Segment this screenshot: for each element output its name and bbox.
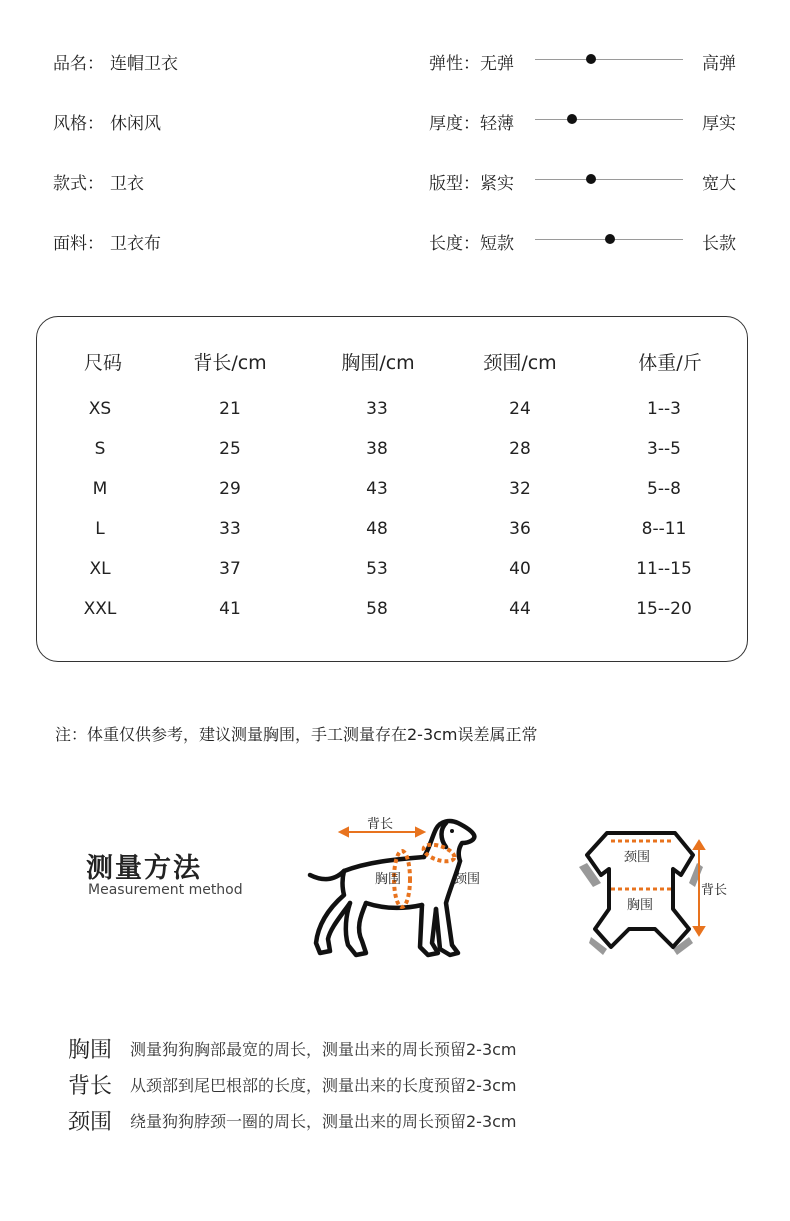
- garment-label-chest: 胸围: [627, 898, 654, 913]
- table-cell: 41: [219, 599, 241, 619]
- desc-text-chest: 测量狗狗胸部最宽的周长，测量出来的周长预留2-3cm: [130, 1040, 517, 1059]
- scale-knob: [586, 54, 596, 64]
- scale-label: 弹性：无弹: [429, 54, 514, 74]
- table-cell: 29: [219, 479, 241, 499]
- table-cell: XS: [88, 399, 112, 419]
- attr-name: 品名： 连帽卫衣: [53, 54, 178, 74]
- attr-style: 风格： 休闲风: [53, 114, 161, 134]
- table-cell: S: [94, 439, 106, 459]
- table-cell: 24: [509, 399, 531, 419]
- scale-label: 版型：紧实: [429, 174, 514, 194]
- dog-label-back: 背长: [367, 817, 394, 832]
- attr-type: 款式： 卫衣: [53, 174, 144, 194]
- table-cell: XL: [89, 559, 111, 579]
- table-cell: 43: [366, 479, 388, 499]
- table-cell: 33: [219, 519, 241, 539]
- table-header: 尺码: [83, 352, 123, 374]
- table-cell: 33: [366, 399, 388, 419]
- table-cell: 15--20: [636, 599, 692, 619]
- table-header: 颈围/cm: [483, 352, 557, 374]
- table-cell: 37: [219, 559, 241, 579]
- table-cell: L: [95, 519, 105, 539]
- scale-knob: [586, 174, 596, 184]
- table-cell: 53: [366, 559, 388, 579]
- table-header: 胸围/cm: [341, 352, 415, 374]
- table-cell: 44: [509, 599, 531, 619]
- dog-label-neck: 颈围: [454, 872, 481, 887]
- table-cell: 3--5: [647, 439, 681, 459]
- dog-eye: [450, 829, 454, 833]
- table-cell: 48: [366, 519, 388, 539]
- scale-track: [535, 119, 683, 120]
- table-cell: 32: [509, 479, 531, 499]
- method-subtitle: Measurement method: [88, 882, 243, 898]
- scale-knob: [567, 114, 577, 124]
- desc-text-neck: 绕量狗狗脖颈一圈的周长，测量出来的周长预留2-3cm: [130, 1112, 517, 1131]
- garment-label-back: 背长: [701, 883, 728, 898]
- table-cell: 36: [509, 519, 531, 539]
- desc-term-neck: 颈围: [68, 1110, 113, 1135]
- method-title: 测量方法: [86, 853, 202, 884]
- scale-label: 厚度：轻薄: [429, 114, 514, 134]
- table-cell: M: [92, 479, 108, 499]
- garment-label-neck: 颈围: [624, 850, 651, 865]
- table-cell: 28: [509, 439, 531, 459]
- scale-right-label: 长款: [702, 234, 736, 254]
- table-cell: 38: [366, 439, 388, 459]
- table-cell: 25: [219, 439, 241, 459]
- desc-text-back: 从颈部到尾巴根部的长度，测量出来的长度预留2-3cm: [130, 1076, 517, 1095]
- table-cell: XXL: [83, 599, 117, 619]
- neck-measure-loop: [422, 841, 457, 864]
- scale-track: [535, 59, 683, 60]
- table-cell: 21: [219, 399, 241, 419]
- table-cell: 8--11: [641, 519, 687, 539]
- dog-outline: [310, 821, 474, 955]
- scale-label: 长度：短款: [429, 234, 514, 254]
- dog-label-chest: 胸围: [375, 872, 402, 887]
- scale-right-label: 宽大: [702, 174, 736, 194]
- note-text: 注：体重仅供参考，建议测量胸围，手工测量存在2-3cm误差属正常: [55, 725, 538, 744]
- table-cell: 11--15: [636, 559, 692, 579]
- desc-term-back: 背长: [68, 1074, 113, 1099]
- scale-track: [535, 179, 683, 180]
- scale-knob: [605, 234, 615, 244]
- table-cell: 40: [509, 559, 531, 579]
- table-cell: 58: [366, 599, 388, 619]
- table-cell: 5--8: [647, 479, 681, 499]
- table-header: 体重/斤: [638, 352, 702, 374]
- scale-right-label: 厚实: [702, 114, 736, 134]
- table-cell: 1--3: [647, 399, 681, 419]
- desc-term-chest: 胸围: [68, 1038, 113, 1063]
- table-header: 背长/cm: [193, 352, 267, 374]
- attr-fabric: 面料： 卫衣布: [53, 234, 161, 254]
- scale-right-label: 高弹: [702, 54, 736, 74]
